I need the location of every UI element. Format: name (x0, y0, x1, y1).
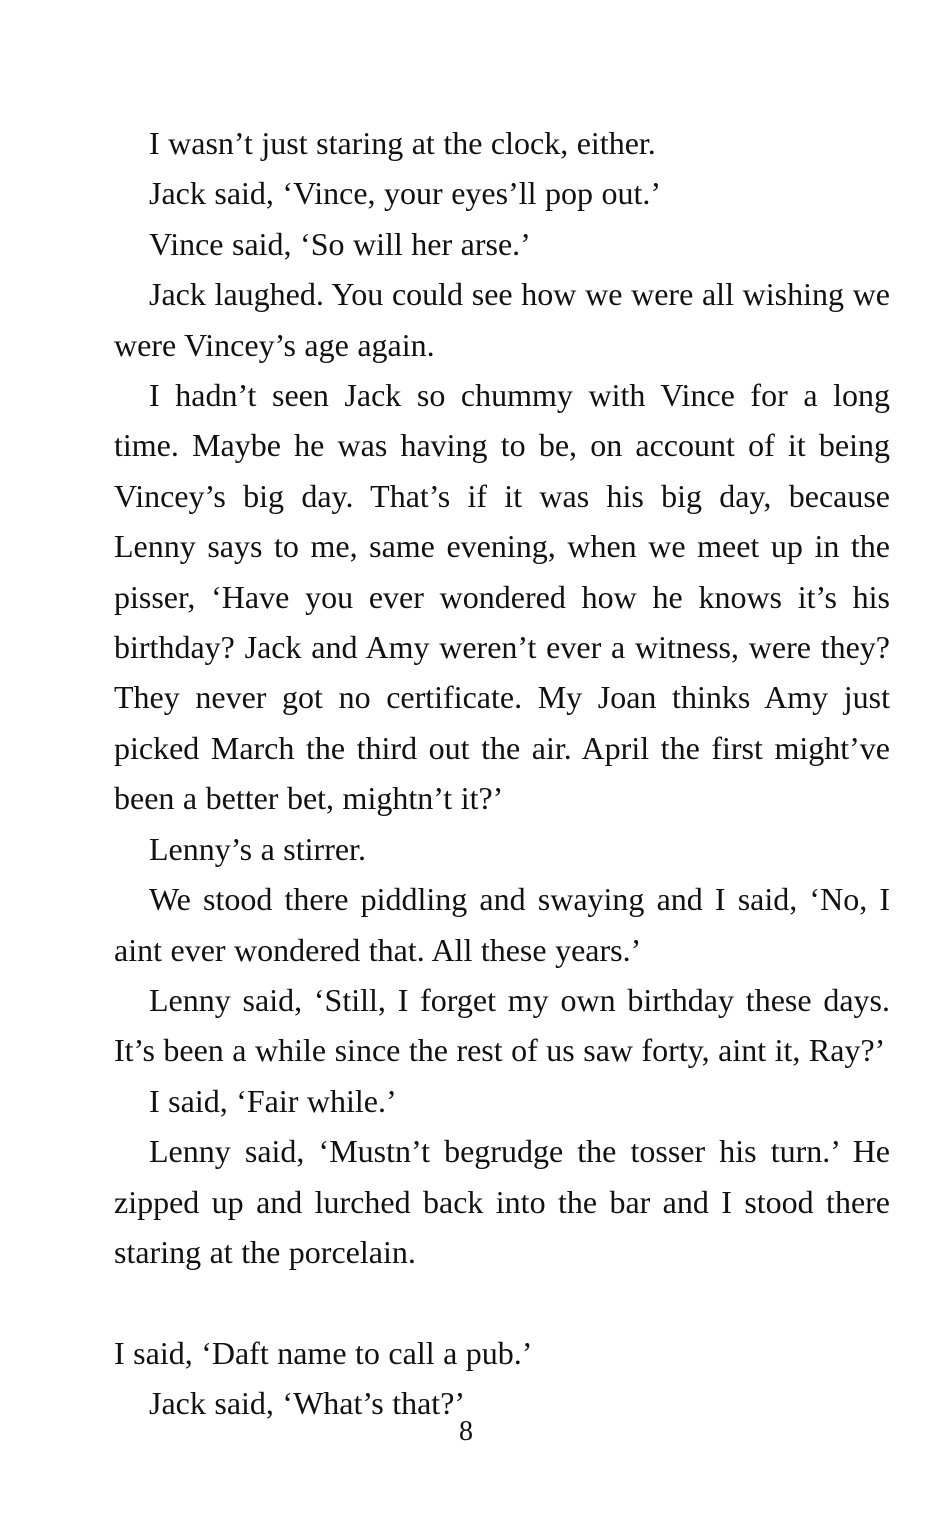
body-text (114, 118, 890, 1429)
paragraph: We stood there piddling and swaying and I said, ‘No, I aint ever wondered that. All these years.’ (114, 881, 890, 968)
paragraph: Lenny said, ‘Still, I forget my own birthday these days. It’s been a while since the rest of us saw forty, aint it, Ray?’ (114, 981, 890, 1069)
paragraph: Lenny said, ‘Mustn’t begrudge the tosser his turn.’ He zipped up and lurched back into the bar and I stood there staring at the porcelain. (114, 1133, 890, 1270)
page-number: 8 (459, 1416, 473, 1447)
paragraph: I wasn’t just staring at the clock, either. (149, 125, 656, 161)
paragraph: Vince said, ‘So will her arse.’ (149, 225, 531, 262)
paragraph: I said, ‘Daft name to call a pub.’ (114, 1334, 533, 1371)
paragraph: Jack laughed. You could see how we were all wishing we were Vincey’s age again. (114, 276, 890, 363)
section-break (114, 1277, 890, 1327)
paragraph: Jack said, ‘What’s that?’ (149, 1385, 466, 1422)
paragraph: I hadn’t seen Jack so chummy with Vince for a long time. Maybe he was having to be, on account of it being Vincey’s big day. That’s if it was his big day, because Lenny says to me, same evening, when we meet up in the pisser, ‘Have you ever wondered how he knows it’s his birthday? Jack and Amy weren’t ever a witness, were they? They never got no certificate. My Joan thinks Amy just picked March the third out the air. April the first might’ve been a better bet, mightn’t it?’ (114, 377, 890, 817)
paragraph: Jack said, ‘Vince, your eyes’ll pop out.’ (149, 175, 662, 212)
paragraph: I said, ‘Fair while.’ (149, 1082, 397, 1119)
paragraph: Lenny’s a stirrer. (149, 830, 366, 867)
